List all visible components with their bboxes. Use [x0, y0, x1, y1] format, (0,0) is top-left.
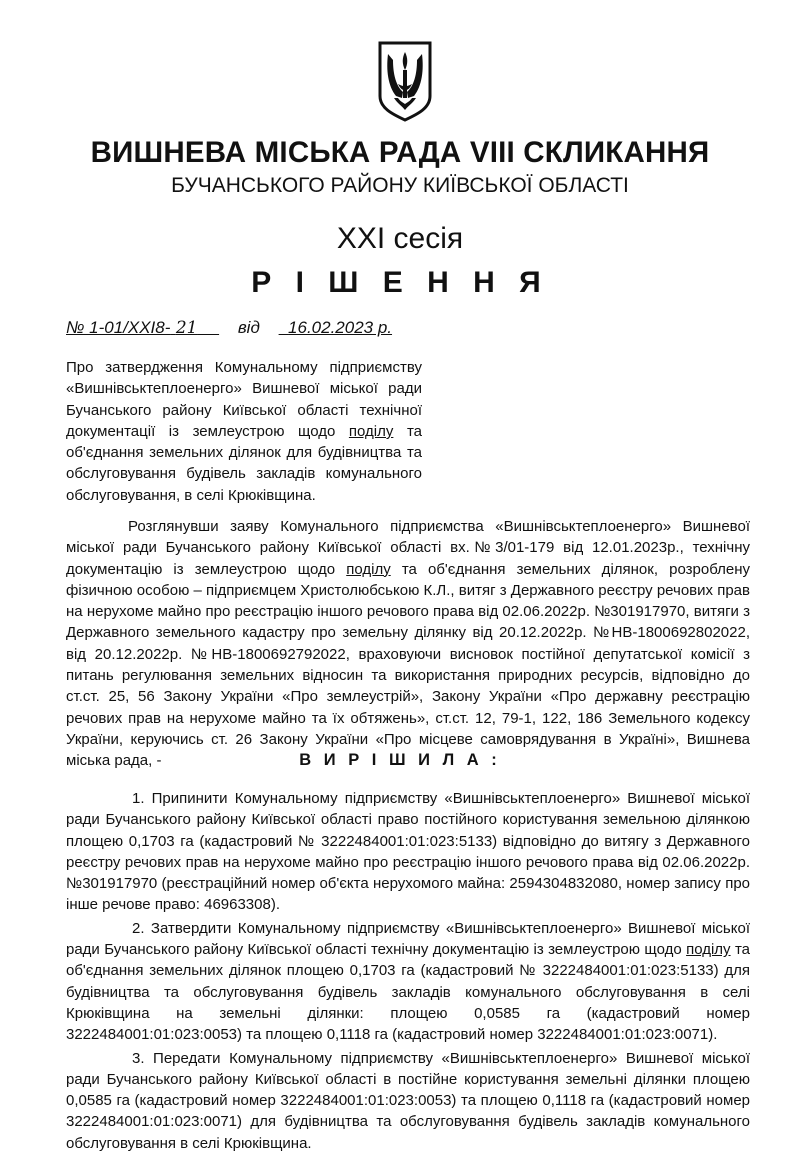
resolved-heading: В И Р І Ш И Л А :: [299, 751, 501, 769]
council-title: ВИШНЕВА МІСЬКА РАДА VIII СКЛИКАННЯ: [90, 136, 710, 169]
decision-number-prefix: № 1-01/XXI8-: [66, 318, 171, 337]
decision-subject: Про затвердження Комунальному підприємству «Вишнівськтеплоенерго» Вишневої міської ради Бучанського району Київської області технічної документації із землеустрою щодо поділу та об'єднання земельних ділянок для будівництва та обслуговування будівель закладів комунального обслуговування, в селі Крюківщина.: [66, 359, 422, 504]
decision-date: 16.02.2023 р.: [288, 318, 393, 337]
preamble-paragraph: Розглянувши заяву Комунального підприємства «Вишнівськтеплоенерго» Вишневої міської ради Бучанського району Київської області вх.№3/01-179 від 12.01.2023р., технічну документацію із землеустрою щодо поділу та об'єднання земельних ділянок, розроблену фізичною особою – підприємцем Христолюбською К.Л., витяг з Державного реєстру речових прав на нерухоме майно про реєстрацію іншого речового права від 02.06.2022р. №301917970, витяги з Державного земельного кадастру про земельну ділянку від 20.12.2022р. №НВ-1800692802022, від 20.12.2022р. №НВ-1800692792022, враховуючи висновок постійної депутатської комісії з питань регулювання земельних відносин та використання природних ресурсів, відповідно до ст.ст. 25, 56 Закону України «Про землеустрій», Закону України «Про державну реєстрацію речових прав на нерухоме майно та їх обтяжень», ст.ст. 12, 79-1, 122, 186 Земельного кодексу України, керуючись ст. 26 Закону України «Про місцеве самоврядування в Україні», Вишнева міська рада, -: [66, 518, 750, 770]
date-from-label: від: [237, 318, 260, 337]
district-subtitle: БУЧАНСЬКОГО РАЙОНУ КИЇВСЬКОЇ ОБЛАСТІ: [171, 174, 629, 197]
session-label: XXI сесія: [336, 222, 464, 255]
trident-emblem-icon: [376, 40, 434, 122]
decision-number-handwritten: 21: [175, 318, 198, 338]
decision-number-line: [66, 318, 392, 338]
decision-item-1: 1. Припинити Комунальному підприємству «Вишнівськтеплоенерго» Вишневої міської ради Бучанського району Київської області право постійного користування земельною ділянкою площею 0,1703 га (кадастровий № 3222484001:01:023:5133) відповідно до витягу з Державного реєстру речових прав на нерухоме майно про реєстрацію іншого речового права від 02.06.2022р. №301917970 (реєстраційний номер об'єкта нерухомого майна: 2594304832080, номер запису про інше речове право: 46963308).: [66, 790, 750, 914]
decision-items: [66, 788, 750, 1154]
decision-item-2: 2. Затвердити Комунальному підприємству «Вишнівськтеплоенерго» Вишневої міської ради Бучанського району Київської області технічну документацію із землеустрою щодо поділу та об'єднання земельних ділянок площею 0,1703 га (кадастровий № 3222484001:01:023:5133) для будівництва та обслуговування будівель закладів комунального обслуговування в селі Крюківщина на земельні ділянки: площею 0,0585 га (кадастровий номер 3222484001:01:023:0053) та площею 0,1118 га (кадастровий номер 3222484001:01:023:0071).: [66, 919, 750, 1044]
decision-title: Р І Ш Е Н Н Я: [251, 266, 549, 299]
decision-item-3: 3. Передати Комунальному підприємству «Вишнівськтеплоенерго» Вишневої міської ради Бучанського району Київської області в постійне користування земельні ділянки площею 0,0585 га (кадастровий номер 3222484001:01:023:0053) та площею 0,1118 га (кадастровий номер 3222484001:01:023:0071) для будівництва та обслуговування будівель закладів комунального обслуговування в селі Крюківщина.: [66, 1049, 750, 1152]
